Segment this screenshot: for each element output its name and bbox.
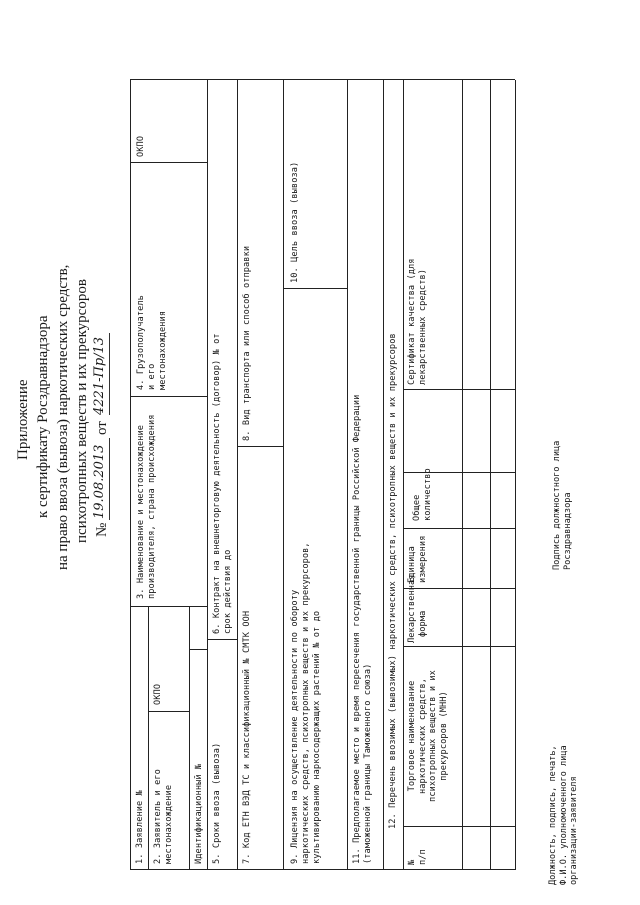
col-total-quantity: Общее количество bbox=[412, 468, 433, 521]
okpo-label: ОКПО bbox=[153, 683, 163, 705]
grid-left-border bbox=[130, 869, 515, 870]
appendix-title: Приложение bbox=[15, 379, 31, 460]
grid-top-border bbox=[130, 80, 131, 870]
grid-divider bbox=[130, 606, 207, 607]
field-1-application: 1. Заявление № bbox=[135, 790, 145, 864]
grid-line bbox=[403, 80, 404, 870]
grid-line bbox=[347, 80, 348, 870]
field-2-applicant: 2. Заявитель и его bbox=[153, 769, 163, 864]
appendix-subtitle: к сертификату Росздравнадзора bbox=[35, 315, 51, 518]
date-value: 4221-Пр/13 bbox=[92, 336, 107, 415]
field-9-license-line2: наркотических средств, психотропных веществ и их прекурсоров, bbox=[301, 542, 311, 864]
field-11-border-line2: (таможенной границы Таможенного союза) bbox=[363, 663, 373, 864]
field-11-border: 11. Предполагаемое место и время пересечения государственной границы Российской Федерации bbox=[352, 394, 362, 864]
number-label: № bbox=[94, 522, 110, 537]
grid-col bbox=[403, 389, 515, 390]
col-trade-name: Торговое наименование наркотических средств, психотропных веществ и их прекурсоров (МНН) bbox=[407, 670, 449, 802]
appendix-line3: на право ввоза (вывоза) наркотических средств, bbox=[55, 264, 71, 570]
grid-line bbox=[383, 80, 384, 870]
field-10-purpose: 10. Цель ввоза (вывоза) bbox=[290, 161, 300, 283]
field-6-contract-line2: срок действия до bbox=[223, 549, 233, 634]
number-underline bbox=[109, 438, 110, 520]
field-9-license: 9. Лицензия на осуществление деятельности по обороту bbox=[290, 589, 300, 864]
applicant-signature-caption: Должность, подпись, печать, Ф.И.О. уполномоченного лица организации-заявителя bbox=[548, 745, 579, 885]
col-unit: Единица измерения bbox=[407, 535, 428, 583]
official-signature-caption: Подпись должностного лица Росздравнадзора bbox=[552, 440, 573, 570]
field-12-list: 12. Перечень ввозимых (вывозимых) наркотических средств, психотропных веществ и их прекурсоров bbox=[388, 333, 398, 829]
from-label: от bbox=[94, 421, 110, 435]
field-7-code: 7. Код ЕТН ВЭД ТС и классификационный № СМТК ООН bbox=[242, 610, 252, 864]
grid-line bbox=[283, 80, 284, 870]
grid-bottom-border bbox=[515, 80, 516, 870]
grid-line bbox=[148, 607, 149, 870]
grid-line bbox=[189, 607, 190, 870]
col-number: № п/п bbox=[407, 849, 428, 865]
field-4-consignee: 4. Грузополучатель bbox=[136, 295, 146, 390]
field-4-consignee-line2: и его bbox=[147, 363, 157, 390]
grid-line bbox=[237, 80, 238, 870]
grid-col bbox=[403, 528, 515, 529]
grid-divider bbox=[130, 396, 207, 397]
grid-divider bbox=[207, 639, 237, 640]
field-3-manufacturer-line2: производителя, страна происхождения bbox=[147, 414, 157, 599]
field-5-terms: 5. Сроки ввоза (вывоза) bbox=[212, 742, 222, 864]
grid-line bbox=[207, 80, 208, 870]
okpo-label-consignee: ОКПО bbox=[136, 135, 146, 157]
identification-number: Идентификационный № bbox=[194, 763, 204, 864]
field-2-applicant-line2: местонахождение bbox=[164, 784, 174, 864]
field-4-consignee-line3: местонахождения bbox=[158, 310, 168, 390]
field-9-license-line3: культивированию наркосодержащих растений № от до bbox=[312, 610, 322, 864]
col-quality-certificate: Сертификат качества (для лекарственных средств) bbox=[407, 258, 428, 385]
grid-divider bbox=[283, 288, 347, 289]
appendix-line4: психотропных веществ и их прекурсоров bbox=[74, 279, 90, 543]
col-dosage-form: Лекарственная форма bbox=[407, 574, 428, 643]
grid-col bbox=[403, 646, 515, 647]
grid-divider bbox=[237, 446, 283, 447]
grid-line bbox=[490, 80, 491, 870]
date-underline bbox=[109, 333, 110, 415]
grid-divider bbox=[148, 711, 189, 712]
field-3-manufacturer: 3. Наименование и местонахождение bbox=[136, 424, 146, 599]
grid-divider bbox=[130, 162, 207, 163]
grid-divider bbox=[189, 649, 207, 650]
field-8-transport: 8. Вид транспорта или способ отправки bbox=[242, 245, 252, 441]
number-value: 19.08.2013 bbox=[92, 444, 107, 519]
grid-col bbox=[403, 826, 515, 827]
grid-line bbox=[462, 80, 463, 870]
grid-right-border bbox=[130, 79, 515, 80]
field-6-contract: 6. Контракт на внешнеторговую деятельность (договор) № от bbox=[212, 333, 222, 634]
